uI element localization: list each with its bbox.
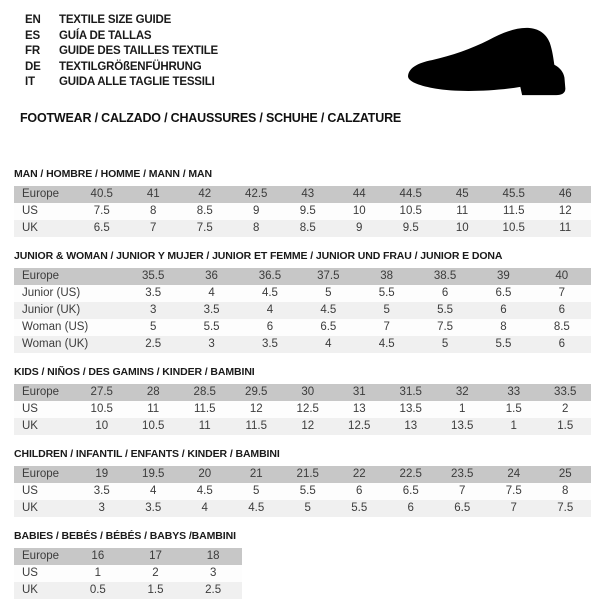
size-cell: 6 bbox=[533, 302, 591, 319]
size-cell: 10.5 bbox=[488, 220, 540, 237]
size-cell: 5 bbox=[299, 285, 357, 302]
table-title: JUNIOR & WOMAN / JUNIOR Y MUJER / JUNIOR ET FEMME / JUNIOR UND FRAU / JUNIOR E DONA bbox=[14, 250, 503, 262]
size-cell: 13 bbox=[334, 401, 386, 418]
size-cell: 12 bbox=[231, 401, 283, 418]
size-cell: 39 bbox=[474, 268, 532, 285]
size-cell: 36 bbox=[182, 268, 240, 285]
size-cell: 25 bbox=[540, 466, 592, 483]
size-cell: 5.5 bbox=[474, 336, 532, 353]
language-label: GUIDA ALLE TAGLIE TESSILI bbox=[59, 76, 215, 88]
size-cell: 1.5 bbox=[488, 401, 540, 418]
size-table bbox=[14, 548, 242, 599]
size-cell: 41 bbox=[128, 186, 180, 203]
language-label: GUÍA DE TALLAS bbox=[59, 29, 152, 42]
language-code: FR bbox=[25, 45, 40, 57]
size-cell: 8 bbox=[231, 220, 283, 237]
size-cell: 4 bbox=[241, 302, 299, 319]
row-label: Europe bbox=[14, 466, 76, 483]
size-cell: 19 bbox=[76, 466, 128, 483]
size-cell: 3.5 bbox=[182, 302, 240, 319]
size-cell: 3.5 bbox=[128, 500, 180, 517]
size-cell: 9.5 bbox=[282, 203, 334, 220]
table-row bbox=[14, 302, 591, 319]
table-title: BABIES / BEBÉS / BÉBÉS / BABYS /BAMBINI bbox=[14, 530, 236, 542]
size-cell: 11 bbox=[179, 418, 231, 435]
size-cell: 6 bbox=[334, 483, 386, 500]
size-cell: 44 bbox=[334, 186, 386, 203]
size-cell: 11 bbox=[437, 203, 489, 220]
size-cell: 7 bbox=[533, 285, 591, 302]
size-cell: 11.5 bbox=[488, 203, 540, 220]
size-cell: 9 bbox=[231, 203, 283, 220]
size-cell: 40 bbox=[533, 268, 591, 285]
row-label: Junior (US) bbox=[14, 285, 124, 302]
size-cell: 4 bbox=[128, 483, 180, 500]
row-label: Woman (US) bbox=[14, 319, 124, 336]
size-cell: 2.5 bbox=[124, 336, 182, 353]
size-cell: 6.5 bbox=[437, 500, 489, 517]
size-cell: 10.5 bbox=[385, 203, 437, 220]
size-cell: 8 bbox=[128, 203, 180, 220]
language-row-en bbox=[25, 13, 218, 29]
size-cell: 3 bbox=[124, 302, 182, 319]
size-cell: 1.5 bbox=[127, 582, 185, 599]
table-title: MAN / HOMBRE / HOMME / MANN / MAN bbox=[14, 168, 212, 180]
language-code: IT bbox=[25, 76, 35, 88]
size-cell: 6 bbox=[533, 336, 591, 353]
size-cell: 20 bbox=[179, 466, 231, 483]
row-label: US bbox=[14, 203, 76, 220]
size-cell: 3.5 bbox=[124, 285, 182, 302]
table-row bbox=[14, 285, 591, 302]
size-cell: 11 bbox=[540, 220, 592, 237]
size-cell: 19.5 bbox=[128, 466, 180, 483]
size-cell: 40.5 bbox=[76, 186, 128, 203]
row-label: UK bbox=[14, 220, 76, 237]
size-table bbox=[14, 466, 591, 517]
table-title: KIDS / NIÑOS / DES GAMINS / KINDER / BAMBINI bbox=[14, 366, 255, 378]
row-label: Europe bbox=[14, 268, 124, 285]
size-cell: 1 bbox=[69, 565, 127, 582]
language-row-it bbox=[25, 75, 218, 91]
language-label: TEXTILE SIZE GUIDE bbox=[59, 14, 172, 26]
size-table bbox=[14, 268, 591, 353]
size-cell: 7 bbox=[488, 500, 540, 517]
size-cell: 0.5 bbox=[69, 582, 127, 599]
size-cell: 7.5 bbox=[488, 483, 540, 500]
table-row bbox=[14, 565, 242, 582]
size-cell: 6 bbox=[416, 285, 474, 302]
size-cell: 32 bbox=[437, 384, 489, 401]
size-table-section bbox=[14, 448, 591, 517]
language-row-de bbox=[25, 60, 218, 76]
size-cell: 10 bbox=[76, 418, 128, 435]
size-cell: 12.5 bbox=[282, 401, 334, 418]
size-cell: 35.5 bbox=[124, 268, 182, 285]
size-cell: 44.5 bbox=[385, 186, 437, 203]
table-header-row bbox=[14, 548, 242, 565]
table-row bbox=[14, 582, 242, 599]
row-label: UK bbox=[14, 582, 69, 599]
size-cell: 18 bbox=[184, 548, 242, 565]
row-label: UK bbox=[14, 418, 76, 435]
size-cell: 38 bbox=[358, 268, 416, 285]
size-cell: 6 bbox=[474, 302, 532, 319]
size-cell: 4 bbox=[182, 285, 240, 302]
size-cell: 3 bbox=[182, 336, 240, 353]
size-cell: 33 bbox=[488, 384, 540, 401]
size-table-section bbox=[14, 168, 591, 237]
row-label: Europe bbox=[14, 186, 76, 203]
size-cell: 28 bbox=[128, 384, 180, 401]
size-cell: 42 bbox=[179, 186, 231, 203]
size-cell: 7 bbox=[437, 483, 489, 500]
language-code: DE bbox=[25, 60, 41, 73]
size-cell: 3.5 bbox=[76, 483, 128, 500]
size-cell: 16 bbox=[69, 548, 127, 565]
size-cell: 6.5 bbox=[474, 285, 532, 302]
size-cell: 3.5 bbox=[241, 336, 299, 353]
language-row-fr bbox=[25, 44, 218, 60]
size-cell: 8 bbox=[540, 483, 592, 500]
row-label: US bbox=[14, 401, 76, 418]
size-cell: 5.5 bbox=[358, 285, 416, 302]
language-list bbox=[25, 13, 218, 91]
row-label: US bbox=[14, 483, 76, 500]
table-row bbox=[14, 483, 591, 500]
size-cell: 4 bbox=[179, 500, 231, 517]
size-cell: 45 bbox=[437, 186, 489, 203]
row-label: US bbox=[14, 565, 69, 582]
size-cell: 10.5 bbox=[76, 401, 128, 418]
size-cell: 2 bbox=[127, 565, 185, 582]
size-cell: 8.5 bbox=[533, 319, 591, 336]
table-row bbox=[14, 336, 591, 353]
size-cell: 43 bbox=[282, 186, 334, 203]
size-cell: 6.5 bbox=[76, 220, 128, 237]
size-cell: 38.5 bbox=[416, 268, 474, 285]
size-cell: 1 bbox=[488, 418, 540, 435]
size-cell: 7 bbox=[358, 319, 416, 336]
table-row bbox=[14, 203, 591, 220]
size-cell: 8 bbox=[474, 319, 532, 336]
size-cell: 13.5 bbox=[385, 401, 437, 418]
size-cell: 8.5 bbox=[179, 203, 231, 220]
size-cell: 5 bbox=[231, 483, 283, 500]
size-cell: 7.5 bbox=[540, 500, 592, 517]
size-cell: 5 bbox=[282, 500, 334, 517]
size-cell: 28.5 bbox=[179, 384, 231, 401]
size-cell: 45.5 bbox=[488, 186, 540, 203]
size-cell: 6.5 bbox=[299, 319, 357, 336]
size-cell: 31.5 bbox=[385, 384, 437, 401]
size-cell: 17 bbox=[127, 548, 185, 565]
size-table-section bbox=[14, 366, 591, 435]
language-label: GUIDE DES TAILLES TEXTILE bbox=[59, 45, 218, 57]
size-cell: 1.5 bbox=[540, 418, 592, 435]
size-cell: 22 bbox=[334, 466, 386, 483]
size-cell: 4.5 bbox=[241, 285, 299, 302]
size-cell: 21.5 bbox=[282, 466, 334, 483]
size-cell: 42.5 bbox=[231, 186, 283, 203]
size-cell: 9 bbox=[334, 220, 386, 237]
table-header-row bbox=[14, 466, 591, 483]
size-cell: 23.5 bbox=[437, 466, 489, 483]
size-cell: 10.5 bbox=[128, 418, 180, 435]
size-cell: 5.5 bbox=[282, 483, 334, 500]
row-label: Europe bbox=[14, 548, 69, 565]
table-row bbox=[14, 500, 591, 517]
size-cell: 3 bbox=[76, 500, 128, 517]
size-cell: 11.5 bbox=[179, 401, 231, 418]
size-cell: 4.5 bbox=[231, 500, 283, 517]
size-cell: 4.5 bbox=[179, 483, 231, 500]
size-cell: 6 bbox=[385, 500, 437, 517]
row-label: Woman (UK) bbox=[14, 336, 124, 353]
size-cell: 5.5 bbox=[416, 302, 474, 319]
size-cell: 2 bbox=[540, 401, 592, 418]
language-row-es bbox=[25, 29, 218, 45]
category-heading: FOOTWEAR / CALZADO / CHAUSSURES / SCHUHE / CALZATURE bbox=[20, 111, 402, 125]
size-cell: 8.5 bbox=[282, 220, 334, 237]
size-cell: 7.5 bbox=[416, 319, 474, 336]
size-cell: 5 bbox=[124, 319, 182, 336]
size-cell: 5 bbox=[358, 302, 416, 319]
size-cell: 10 bbox=[334, 203, 386, 220]
size-cell: 4.5 bbox=[299, 302, 357, 319]
size-cell: 5.5 bbox=[182, 319, 240, 336]
size-cell: 37.5 bbox=[299, 268, 357, 285]
language-code: EN bbox=[25, 14, 41, 26]
size-cell: 13.5 bbox=[437, 418, 489, 435]
size-cell: 12 bbox=[540, 203, 592, 220]
size-cell: 36.5 bbox=[241, 268, 299, 285]
size-cell: 24 bbox=[488, 466, 540, 483]
size-cell: 9.5 bbox=[385, 220, 437, 237]
size-cell: 27.5 bbox=[76, 384, 128, 401]
language-label: TEXTILGRÖßENFÜHRUNG bbox=[59, 60, 202, 73]
table-header-row bbox=[14, 268, 591, 285]
size-cell: 46 bbox=[540, 186, 592, 203]
size-cell: 12 bbox=[282, 418, 334, 435]
table-header-row bbox=[14, 384, 591, 401]
size-cell: 29.5 bbox=[231, 384, 283, 401]
size-cell: 2.5 bbox=[184, 582, 242, 599]
size-cell: 10 bbox=[437, 220, 489, 237]
size-cell: 33.5 bbox=[540, 384, 592, 401]
size-table-section bbox=[14, 250, 591, 353]
size-cell: 1 bbox=[437, 401, 489, 418]
table-row bbox=[14, 401, 591, 418]
table-title: CHILDREN / INFANTIL / ENFANTS / KINDER / BAMBINI bbox=[14, 448, 280, 460]
language-code: ES bbox=[25, 29, 40, 42]
row-label: UK bbox=[14, 500, 76, 517]
size-table-section bbox=[14, 530, 591, 599]
size-cell: 21 bbox=[231, 466, 283, 483]
size-cell: 22.5 bbox=[385, 466, 437, 483]
table-row bbox=[14, 319, 591, 336]
size-cell: 7.5 bbox=[179, 220, 231, 237]
size-cell: 6 bbox=[241, 319, 299, 336]
row-label: Europe bbox=[14, 384, 76, 401]
table-row bbox=[14, 418, 591, 435]
size-cell: 5 bbox=[416, 336, 474, 353]
row-label: Junior (UK) bbox=[14, 302, 124, 319]
size-cell: 5.5 bbox=[334, 500, 386, 517]
dress-shoe-icon bbox=[394, 16, 584, 108]
table-header-row bbox=[14, 186, 591, 203]
size-cell: 13 bbox=[385, 418, 437, 435]
size-cell: 6.5 bbox=[385, 483, 437, 500]
size-cell: 7.5 bbox=[76, 203, 128, 220]
size-tables bbox=[14, 168, 591, 612]
size-cell: 31 bbox=[334, 384, 386, 401]
size-table bbox=[14, 384, 591, 435]
size-table bbox=[14, 186, 591, 237]
size-cell: 3 bbox=[184, 565, 242, 582]
size-cell: 4.5 bbox=[358, 336, 416, 353]
size-cell: 4 bbox=[299, 336, 357, 353]
size-cell: 11.5 bbox=[231, 418, 283, 435]
size-cell: 11 bbox=[128, 401, 180, 418]
size-cell: 30 bbox=[282, 384, 334, 401]
size-cell: 12.5 bbox=[334, 418, 386, 435]
table-row bbox=[14, 220, 591, 237]
size-cell: 7 bbox=[128, 220, 180, 237]
